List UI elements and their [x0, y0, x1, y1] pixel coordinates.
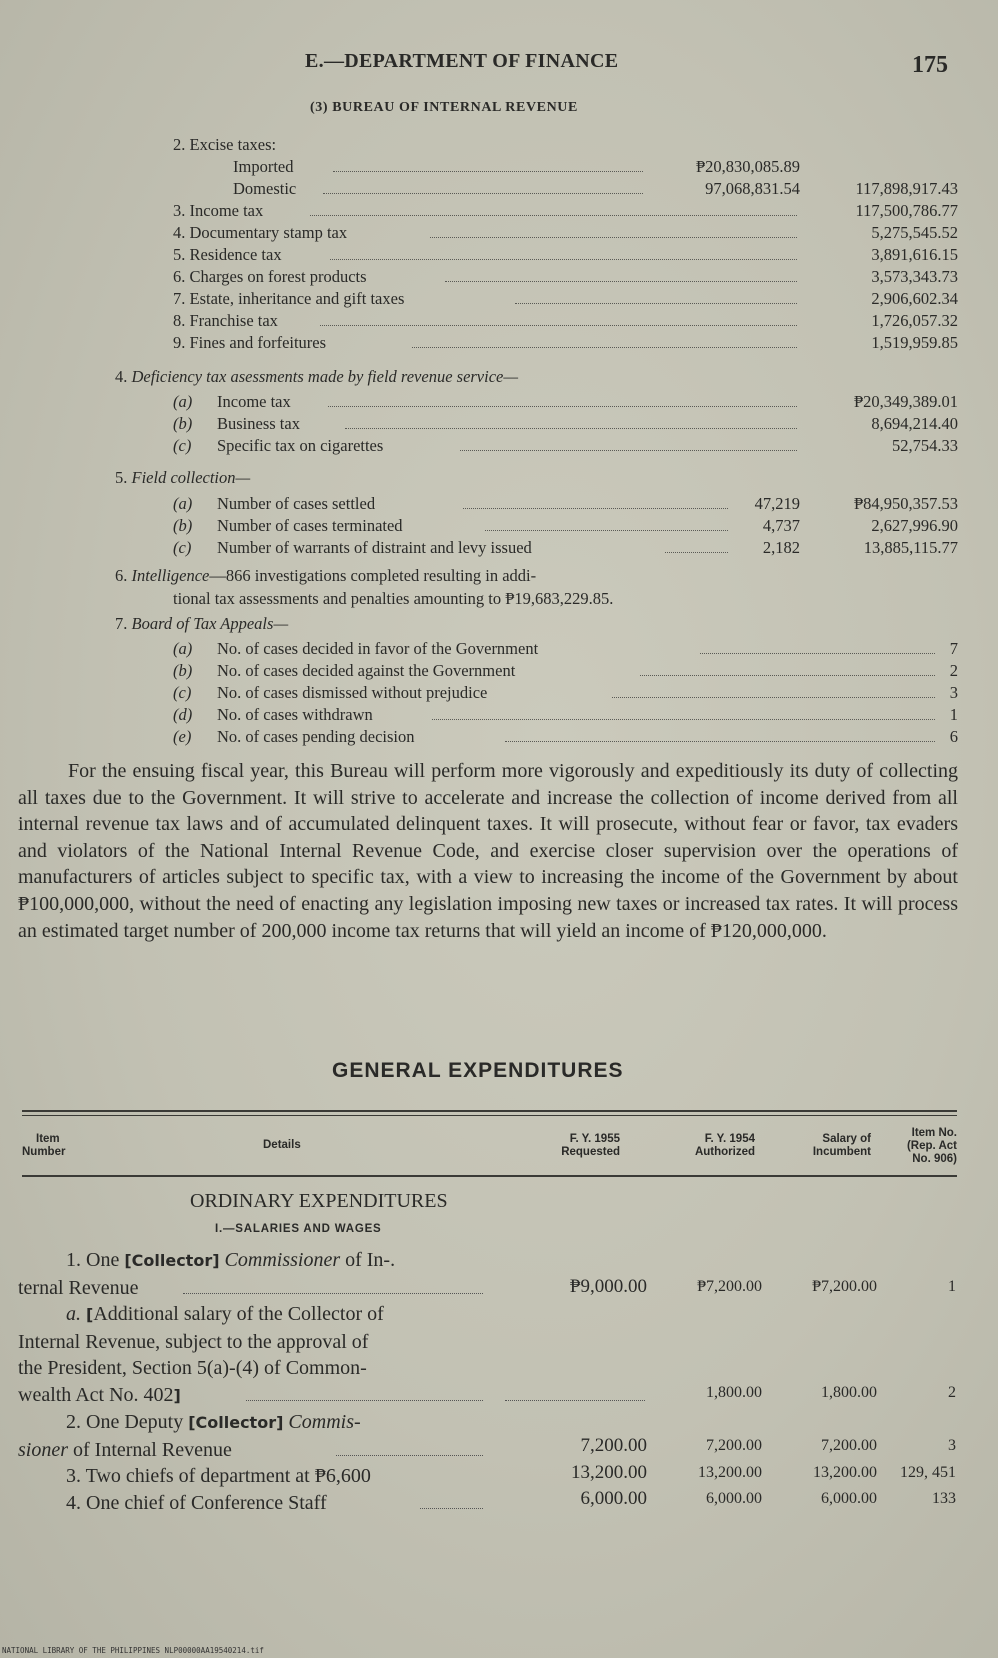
board-heading: 7. Board of Tax Appeals—	[115, 614, 289, 633]
item-no-value: 2	[948, 1384, 956, 1401]
rowa-line3: the President, Section 5(a)-(4) of Common-	[18, 1357, 367, 1379]
page-header-title: E.—DEPARTMENT OF FINANCE	[305, 50, 619, 72]
dot-leader	[515, 303, 797, 304]
col-incumbent: Salary of Incumbent	[812, 1133, 871, 1158]
tax-value: 117,500,786.77	[855, 201, 958, 220]
item-mark: (c)	[173, 683, 192, 702]
board-value: 3	[949, 683, 958, 702]
row3-line: 3. Two chiefs of department at ₱6,600	[66, 1465, 371, 1487]
board-label: No. of cases withdrawn	[217, 705, 373, 724]
dot-leader	[485, 530, 728, 531]
dot-leader	[336, 1455, 483, 1456]
dot-leader	[505, 1400, 645, 1401]
tax-value: 2,906,602.34	[871, 289, 958, 308]
item-no-value: 3	[948, 1437, 956, 1454]
field-value: ₱84,950,357.53	[853, 494, 958, 513]
item-mark: (c)	[173, 436, 192, 455]
board-label: No. of cases decided against the Government	[217, 661, 516, 680]
field-value: 2,627,996.90	[871, 516, 958, 535]
board-label: No. of cases dismissed without prejudice	[217, 683, 488, 702]
row2-line1: 2. One Deputy [Collector] Commis-	[66, 1411, 361, 1433]
tax-row	[0, 332, 998, 354]
board-row	[0, 726, 998, 748]
item-mark: (e)	[173, 727, 192, 746]
tax-label: 6. Charges on forest products	[173, 267, 367, 286]
narrative-paragraph: For the ensuing fiscal year, this Bureau will perform more vigorously and expeditiously its duty of collecting all taxes due to the Government. It will strive to accelerate and increase the collection of income derived from all internal revenue tax laws and of accumulated delinquent taxes. It will prosecute, without fear or favor, tax evaders and violators of the National Internal Revenue Code, and exercise closer supervision over the operations of manufacturers of articles subject to specific tax, with a view to increasing the income of the Government by about ₱100,000,000, without the need of enacting any legislation imposing new taxes or increased tax rates. It will process an estimated target number of 200,000 income tax returns that will yield an income of ₱120,000,000.	[18, 760, 958, 942]
rowa-line1: a. [Additional salary of the Collector of	[66, 1303, 384, 1325]
item-mark: (d)	[173, 705, 193, 724]
excise-imported-label: Imported	[233, 157, 294, 176]
incumbent-value: 7,200.00	[821, 1437, 877, 1454]
row2-line2: sioner of Internal Revenue	[18, 1437, 498, 1464]
dot-leader	[183, 1293, 483, 1294]
item-mark: (a)	[173, 392, 193, 411]
col-authorized: F. Y. 1954 Authorized	[694, 1133, 755, 1158]
dot-leader	[310, 215, 797, 216]
board-row	[0, 704, 998, 726]
item-mark: (a)	[173, 639, 193, 658]
table-rule-top-2	[22, 1115, 957, 1116]
dot-leader	[445, 281, 797, 282]
table-rule-top	[22, 1110, 957, 1112]
field-count: 4,737	[762, 516, 800, 535]
tax-label: 3. Income tax	[173, 201, 264, 220]
intelligence-line-1: 6. Intelligence—866 investigations completed resulting in addi-	[115, 566, 537, 585]
authorized-value: 6,000.00	[706, 1490, 762, 1507]
deficiency-label: Specific tax on cigarettes	[217, 436, 384, 455]
board-value: 6	[949, 727, 958, 746]
field-count: 47,219	[754, 494, 800, 513]
board-value: 2	[949, 661, 958, 680]
page-number: 175	[912, 52, 948, 78]
board-row	[0, 638, 998, 660]
deficiency-heading: 4. Deficiency tax asessments made by field revenue service—	[115, 367, 519, 386]
bureau-title: (3) BUREAU OF INTERNAL REVENUE	[310, 100, 578, 115]
field-row	[0, 493, 998, 515]
dot-leader	[612, 697, 935, 698]
general-expenditures-title: GENERAL EXPENDITURES	[332, 1059, 624, 1082]
item-mark: (b)	[173, 661, 193, 680]
deficiency-row	[0, 435, 998, 457]
excise-domestic-label: Domestic	[233, 179, 297, 198]
col-requested: F. Y. 1955 Requested	[561, 1133, 620, 1158]
deficiency-row	[0, 391, 998, 413]
incumbent-value: ₱7,200.00	[812, 1278, 877, 1295]
tax-label: 7. Estate, inheritance and gift taxes	[173, 289, 405, 308]
item-mark: (a)	[173, 494, 193, 513]
tax-value: 3,891,616.15	[871, 245, 958, 264]
tax-row	[0, 200, 998, 222]
field-label: Number of cases terminated	[217, 516, 403, 535]
excise-heading: 2. Excise taxes:	[173, 135, 277, 154]
dot-leader	[323, 193, 643, 194]
tax-value: 3,573,343.73	[871, 267, 958, 286]
field-row	[0, 515, 998, 537]
item-mark: (c)	[173, 538, 192, 557]
tax-row	[0, 310, 998, 332]
item-no-value: 1	[948, 1278, 956, 1295]
requested-value: ₱9,000.00	[569, 1276, 647, 1297]
incumbent-value: 1,800.00	[821, 1384, 877, 1401]
dot-leader	[432, 719, 935, 720]
tax-row	[0, 266, 998, 288]
dot-leader	[700, 653, 935, 654]
tax-label: 5. Residence tax	[173, 245, 282, 264]
excise-domestic-value: 97,068,831.54	[705, 179, 800, 198]
requested-value: 6,000.00	[580, 1488, 647, 1509]
salaries-wages-heading: I.—SALARIES AND WAGES	[215, 1223, 382, 1235]
board-row	[0, 660, 998, 682]
board-value: 7	[949, 639, 958, 658]
tax-label: 9. Fines and forfeitures	[173, 333, 327, 352]
item-no-value: 129, 451	[900, 1464, 956, 1481]
field-row	[0, 537, 998, 559]
tax-label: 4. Documentary stamp tax	[173, 223, 348, 242]
deficiency-value: ₱20,349,389.01	[853, 392, 958, 411]
ordinary-expenditures-heading: ORDINARY EXPENDITURES	[190, 1190, 448, 1212]
requested-value: 13,200.00	[571, 1462, 647, 1483]
authorized-value: 1,800.00	[706, 1384, 762, 1401]
dot-leader	[330, 259, 797, 260]
item-mark: (b)	[173, 414, 193, 433]
deficiency-label: Business tax	[217, 414, 300, 433]
dot-leader	[333, 171, 643, 172]
dot-leader	[430, 237, 797, 238]
field-count: 2,182	[762, 538, 800, 557]
col-item-no: Item No. (Rep. Act No. 906)	[906, 1127, 957, 1165]
tax-value: 5,275,545.52	[871, 223, 958, 242]
dot-leader	[640, 675, 935, 676]
excise-domestic-row	[0, 178, 998, 200]
expenditure-details	[18, 1247, 498, 1516]
intelligence-line-2: tional tax assessments and penalties amounting to ₱19,683,229.85.	[173, 589, 614, 608]
tax-row	[0, 288, 998, 310]
dot-leader	[328, 406, 797, 407]
tax-row	[0, 222, 998, 244]
dot-leader	[463, 508, 728, 509]
deficiency-value: 8,694,214.40	[871, 414, 958, 433]
excise-total: 117,898,917.43	[855, 179, 958, 198]
col-details: Details	[263, 1139, 301, 1151]
row4-line: 4. One chief of Conference Staff	[18, 1490, 498, 1517]
dot-leader	[505, 741, 935, 742]
row1-line2: ternal Revenue	[18, 1275, 498, 1302]
field-value: 13,885,115.77	[863, 538, 958, 557]
tax-row	[0, 244, 998, 266]
dot-leader	[246, 1400, 483, 1401]
table-rule-header	[22, 1175, 957, 1177]
item-no-value: 133	[932, 1490, 956, 1507]
excise-imported-value: ₱20,830,085.89	[695, 157, 800, 176]
deficiency-row	[0, 413, 998, 435]
rowa-line4: wealth Act No. 402]	[18, 1382, 498, 1410]
tax-label: 8. Franchise tax	[173, 311, 278, 330]
dot-leader	[460, 450, 797, 451]
item-mark: (b)	[173, 516, 193, 535]
authorized-value: ₱7,200.00	[697, 1278, 762, 1295]
requested-value: 7,200.00	[580, 1435, 647, 1456]
board-label: No. of cases pending decision	[217, 727, 415, 746]
tax-value: 1,726,057.32	[871, 311, 958, 330]
dot-leader	[345, 428, 797, 429]
deficiency-label: Income tax	[217, 392, 291, 411]
col-item-number: Item Number	[22, 1133, 66, 1158]
library-footer: NATIONAL LIBRARY OF THE PHILIPPINES NLP00000AA19540214.tif	[2, 1646, 264, 1655]
board-label: No. of cases decided in favor of the Government	[217, 639, 539, 658]
authorized-value: 7,200.00	[706, 1437, 762, 1454]
dot-leader	[412, 347, 797, 348]
board-value: 1	[949, 705, 958, 724]
tax-value: 1,519,959.85	[871, 333, 958, 352]
dot-leader	[320, 325, 797, 326]
field-collection-heading: 5. Field collection—	[115, 468, 251, 487]
board-row	[0, 682, 998, 704]
authorized-value: 13,200.00	[698, 1464, 762, 1481]
rowa-line2: Internal Revenue, subject to the approval of	[18, 1330, 369, 1353]
dot-leader	[420, 1508, 483, 1509]
field-label: Number of warrants of distraint and levy issued	[217, 538, 532, 557]
row1-line1: 1. One [Collector] Commissioner of In-.	[66, 1249, 396, 1271]
incumbent-value: 13,200.00	[813, 1464, 877, 1481]
incumbent-value: 6,000.00	[821, 1490, 877, 1507]
field-label: Number of cases settled	[217, 494, 376, 513]
excise-imported-row	[0, 156, 998, 178]
dot-leader	[665, 552, 728, 553]
deficiency-value: 52,754.33	[892, 436, 958, 455]
